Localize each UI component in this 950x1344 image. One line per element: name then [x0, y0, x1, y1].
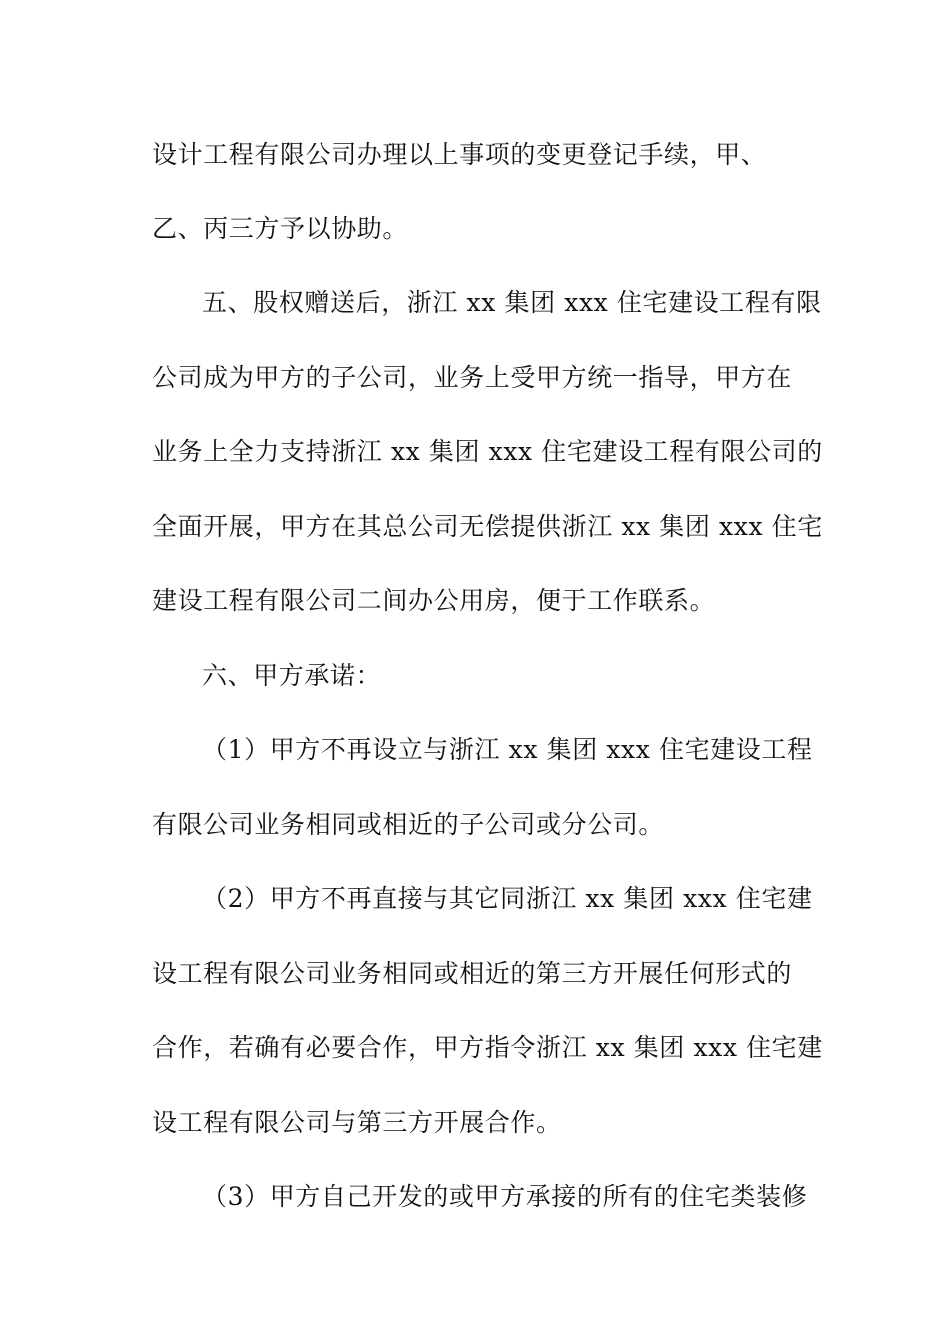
text-line: 全面开展，甲方在其总公司无偿提供浙江 xx 集团 xxx 住宅	[152, 512, 823, 541]
text-line: 设计工程有限公司办理以上事项的变更登记手续，甲、	[152, 140, 767, 169]
text-line: 有限公司业务相同或相近的子公司或分公司。	[152, 810, 665, 839]
text-line: 设工程有限公司业务相同或相近的第三方开展任何形式的	[152, 959, 793, 988]
text-line: 乙、丙三方予以协助。	[152, 214, 409, 243]
text-line: （3）甲方自己开发的或甲方承接的所有的住宅类装修	[202, 1182, 808, 1211]
text-line: 合作，若确有必要合作，甲方指令浙江 xx 集团 xxx 住宅建	[152, 1033, 823, 1062]
text-line: 设工程有限公司与第三方开展合作。	[152, 1108, 562, 1137]
text-line: 五、股权赠送后，浙江 xx 集团 xxx 住宅建设工程有限	[202, 288, 822, 317]
text-line: 业务上全力支持浙江 xx 集团 xxx 住宅建设工程有限公司的	[152, 437, 823, 466]
text-line: （2）甲方不再直接与其它同浙江 xx 集团 xxx 住宅建	[202, 884, 813, 913]
text-line: 六、甲方承诺：	[202, 661, 382, 690]
text-line: （1）甲方不再设立与浙江 xx 集团 xxx 住宅建设工程	[202, 735, 813, 764]
text-line: 建设工程有限公司二间办公用房，便于工作联系。	[152, 586, 716, 615]
text-line: 公司成为甲方的子公司，业务上受甲方统一指导，甲方在	[152, 363, 793, 392]
